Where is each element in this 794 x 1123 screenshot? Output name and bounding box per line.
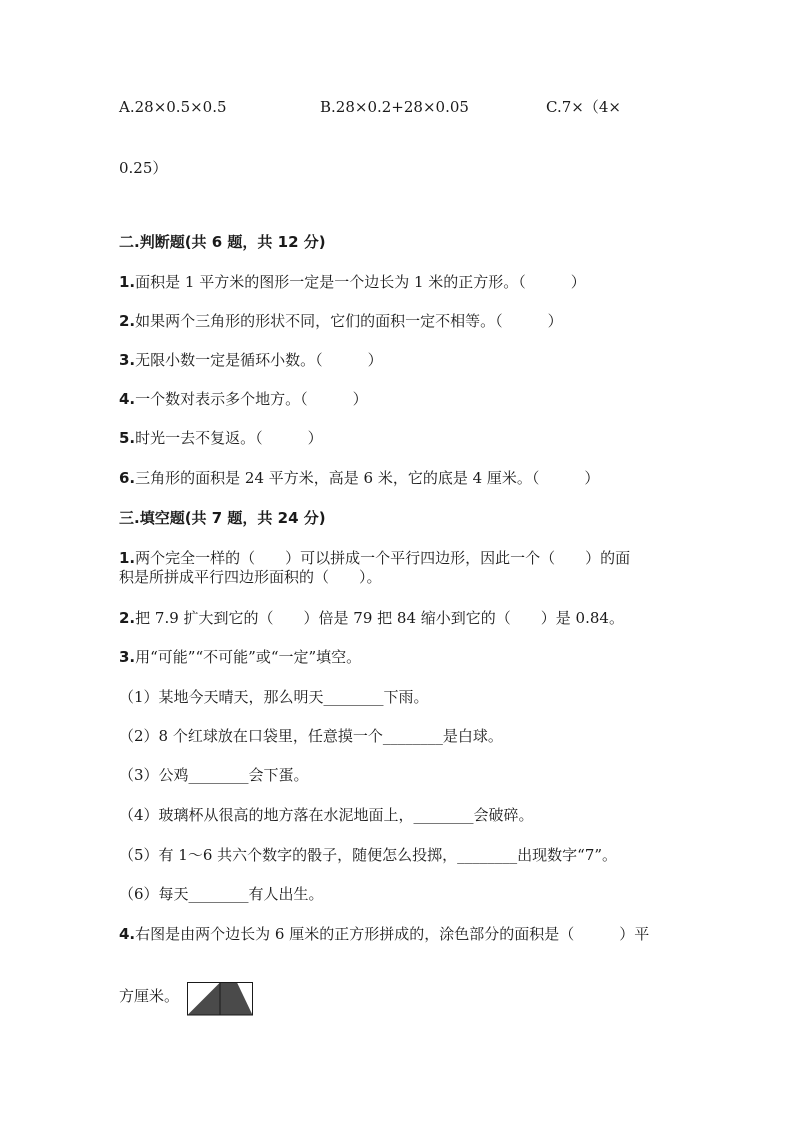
question-text: 用“可能”“不可能”或“一定”填空。 (135, 648, 362, 666)
two-squares-figure (187, 982, 253, 1016)
question-text: 右图是由两个边长为 6 厘米的正方形拼成的，涂色部分的面积是（ ）平 (135, 925, 650, 943)
question-text: 一个数对表示多个地方。（ ） (135, 390, 368, 408)
judge-item-6 (119, 468, 599, 488)
option-c: C.7×（4× (546, 98, 621, 116)
fill-sub-5: （5）有 1～6 共六个数字的骰子，随便怎么投掷，________出现数字“7”。 (119, 846, 618, 864)
section2-heading: 二.判断题(共 6 题，共 12 分) (119, 233, 326, 251)
question-number: 3. (119, 351, 136, 369)
fill-sub-6: （6）每天________有人出生。 (119, 885, 324, 903)
question-number: 1. (119, 549, 136, 567)
fill-item-1-line1 (119, 548, 630, 568)
judge-item-2 (119, 311, 563, 331)
fill-item-2 (119, 608, 624, 628)
fill-sub-4: （4）玻璃杯从很高的地方落在水泥地面上，________会破碎。 (119, 806, 534, 824)
fill-sub-1: （1）某地今天晴天，那么明天________下雨。 (119, 688, 429, 706)
fill-sub-3: （3）公鸡________会下蛋。 (119, 766, 309, 784)
question-number: 5. (119, 429, 136, 447)
question-number: 4. (119, 925, 136, 943)
option-a: A.28×0.5×0.5 (119, 98, 227, 116)
question-number: 2. (119, 609, 136, 627)
judge-item-3 (119, 350, 383, 370)
judge-item-1 (119, 272, 586, 292)
fill-item-4-line2: 方厘米。 (119, 987, 180, 1005)
fill-item-1-line2: 积是所拼成平行四边形面积的（ ）。 (119, 568, 382, 586)
option-c-continued: 0.25） (119, 159, 168, 177)
question-number: 4. (119, 390, 136, 408)
question-text: 如果两个三角形的形状不同，它们的面积一定不相等。（ ） (135, 312, 563, 330)
judge-item-5 (119, 428, 323, 448)
question-number: 1. (119, 273, 136, 291)
question-number: 6. (119, 469, 136, 487)
fill-sub-2: （2）8 个红球放在口袋里，任意摸一个________是白球。 (119, 727, 503, 745)
section3-heading: 三.填空题(共 7 题，共 24 分) (119, 509, 326, 527)
question-text: 面积是 1 平方米的图形一定是一个边长为 1 米的正方形。（ ） (135, 273, 586, 291)
option-b: B.28×0.2+28×0.05 (320, 98, 469, 116)
question-text: 无限小数一定是循环小数。（ ） (135, 351, 383, 369)
question-number: 2. (119, 312, 136, 330)
question-text: 时光一去不复返。（ ） (135, 429, 323, 447)
judge-item-4 (119, 389, 368, 409)
question-text: 两个完全一样的（ ）可以拼成一个平行四边形，因此一个（ ）的面 (135, 549, 631, 567)
question-number: 3. (119, 648, 136, 666)
fill-item-3 (119, 647, 361, 667)
fill-item-4-line1 (119, 924, 649, 944)
question-text: 把 7.9 扩大到它的（ ）倍是 79 把 84 缩小到它的（ ）是 0.84。 (135, 609, 624, 627)
question-text: 三角形的面积是 24 平方米，高是 6 米，它的底是 4 厘米。（ ） (135, 469, 600, 487)
